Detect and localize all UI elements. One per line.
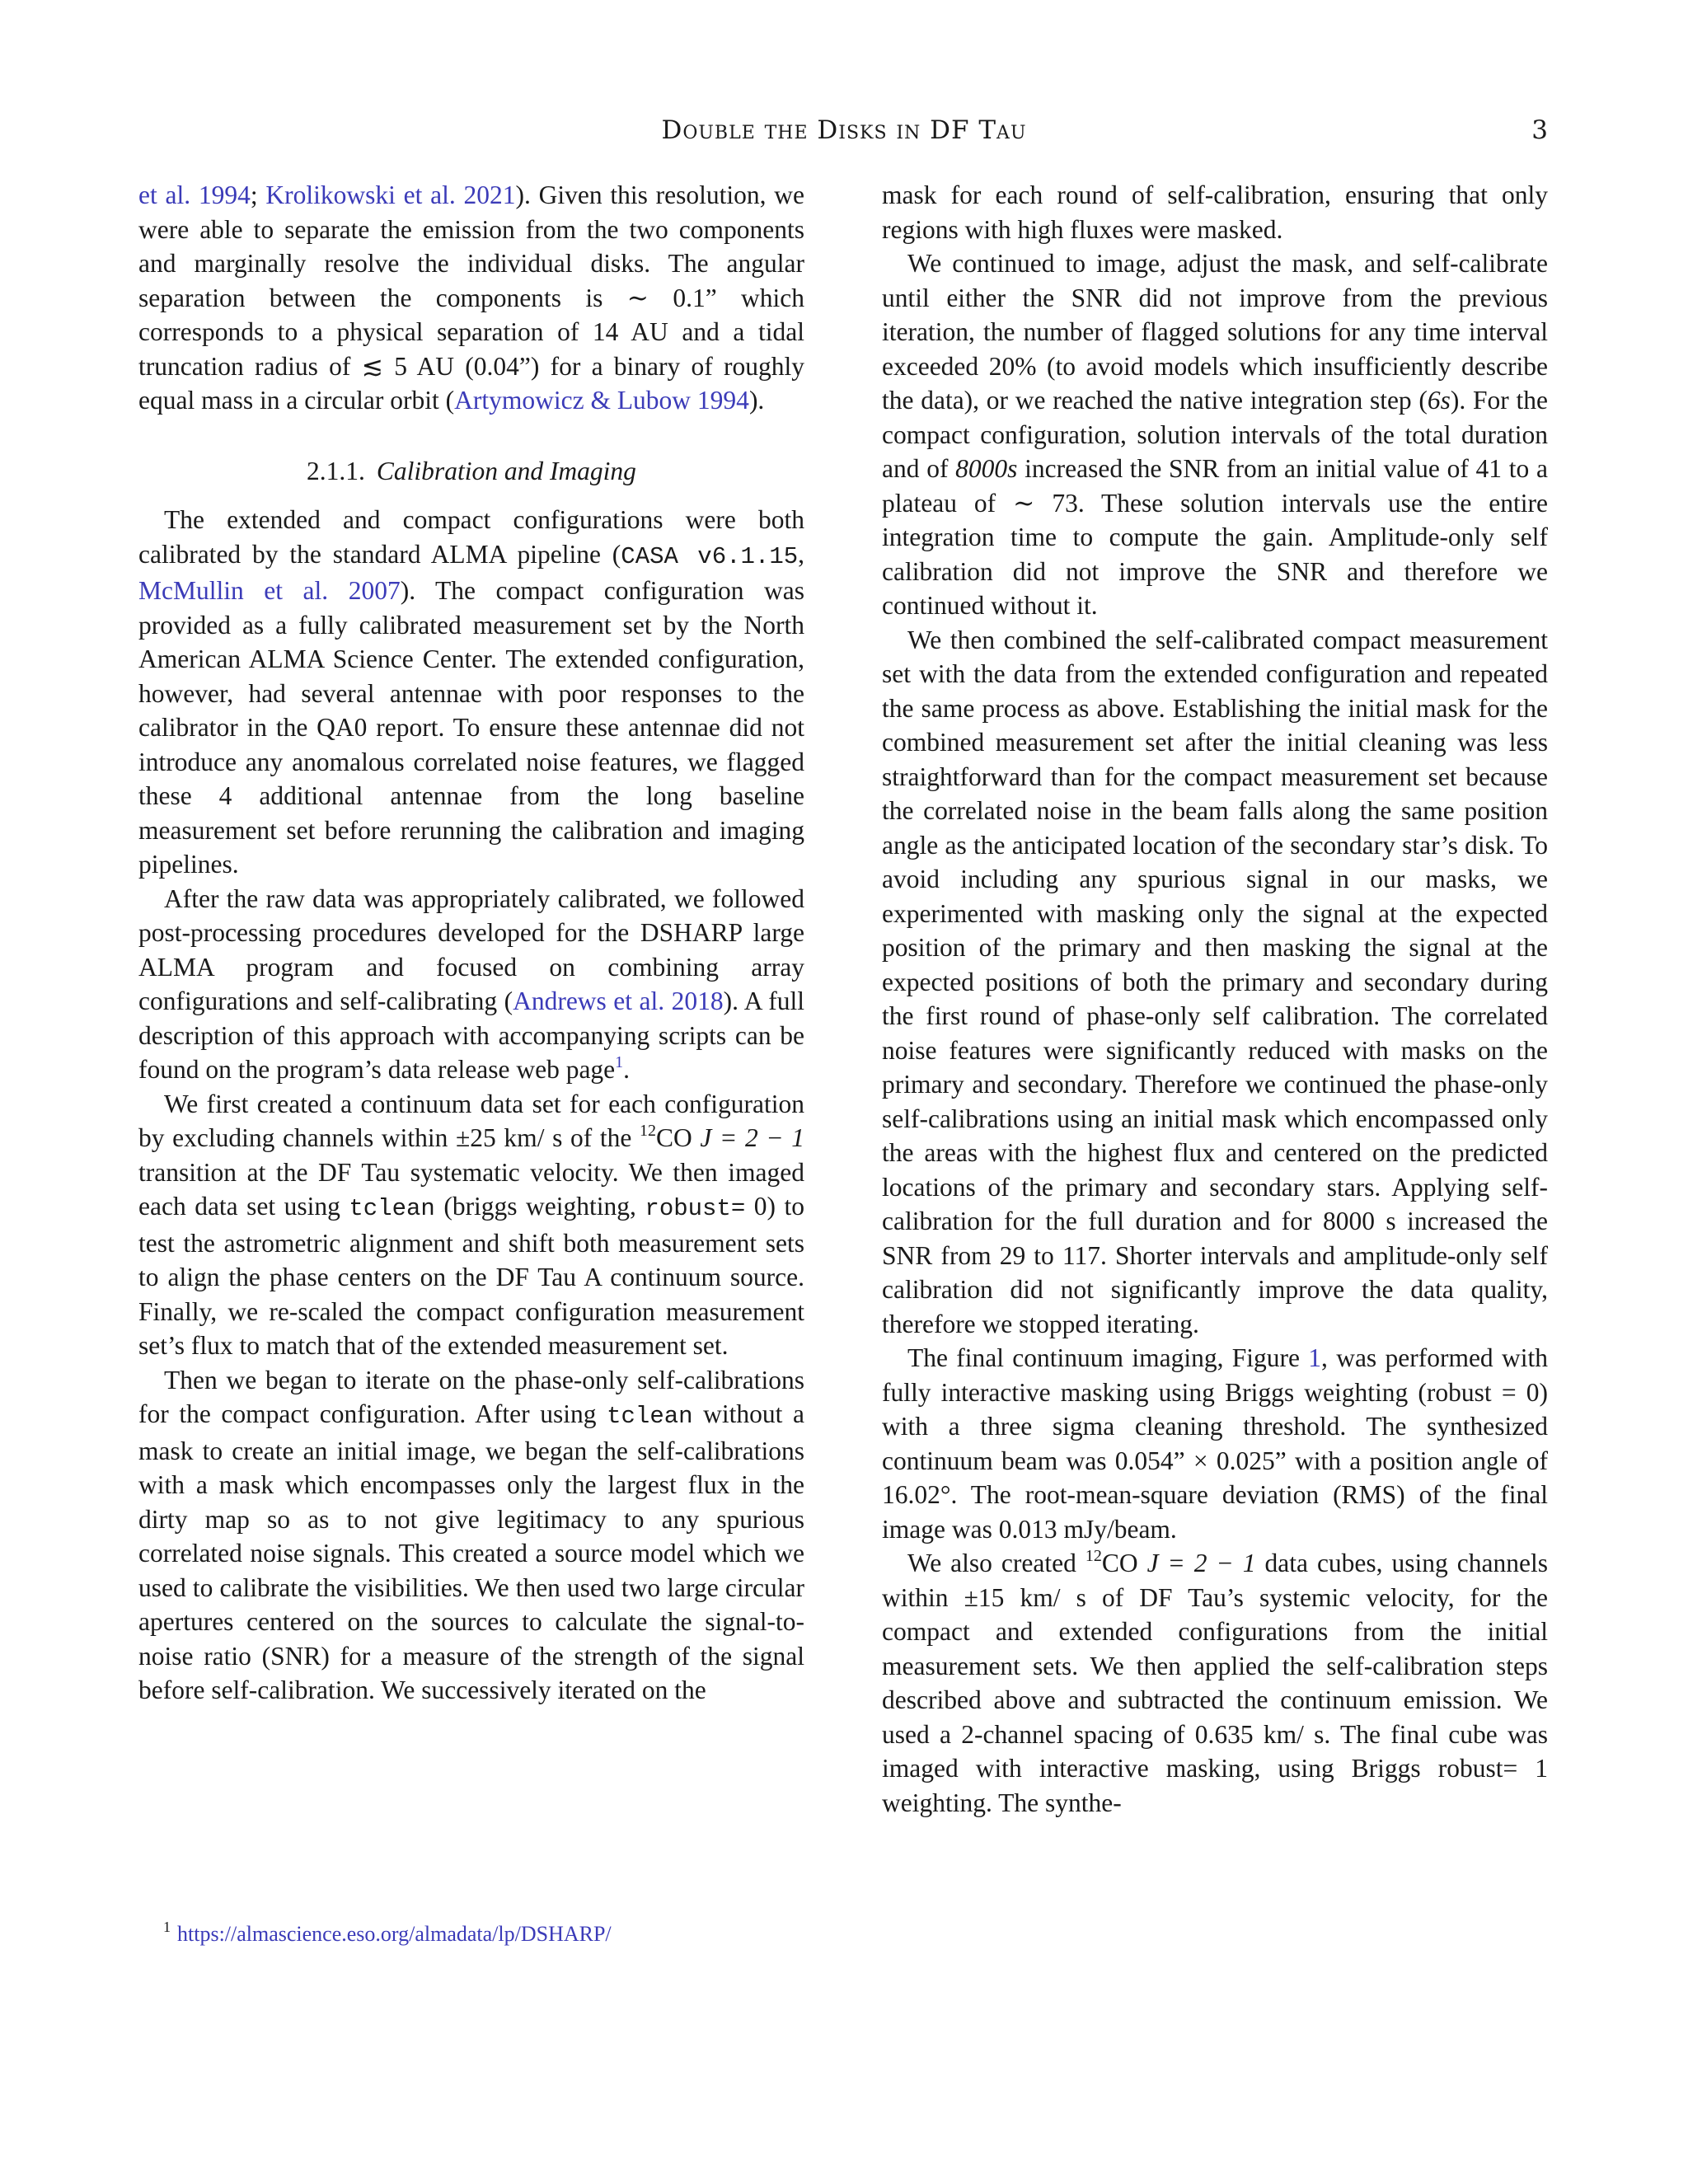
footnote [163, 1920, 806, 1948]
text-run: The final continuum imaging, Figure [907, 1343, 1309, 1372]
text-run: ). For the compact configuration, solution intervals of the total duration and of [882, 386, 1548, 483]
paragraph [138, 178, 804, 418]
text-run: transition at the DF Tau systematic velocity. We then imaged each data set using [138, 1157, 804, 1221]
text-run: We continued to image, adjust the mask, and self-calibrate until either the SNR did not improve from the previous iteration, the number of flagged solutions for any time interval exceeded 20% (to avoid models which insufficiently describe the data), or we reached the native integration step ( [882, 249, 1548, 415]
text-run: Then we began to iterate on the phase-only self-calibrations for the compact configuration. After using [138, 1365, 804, 1428]
text-run: data cubes, using channels within ±15 km/ s of DF Tau’s systemic velocity, for the compact and extended configurations from the initial measurement sets. We then applied the self-calibration steps described above and subtracted the continuum emission. We used a 2-channel spacing of 0.635 km/ s. The final cube was imaged with interactive masking, using Briggs robust= 1 weighting. The synthe- [882, 1549, 1548, 1817]
math-expression: 8000s [955, 454, 1018, 483]
text-run: 0) to test the astrometric alignment and shift both measurement sets to align the phase centers on the DF Tau A continuum source. Finally, we re-scaled the compact configuration measurement set’s flux to match that of the extended measurement set. [138, 1192, 804, 1360]
citation-link[interactable]: Artymowicz & Lubow 1994 [454, 386, 749, 415]
text-run: After the raw data was appropriately calibrated, we followed post-processing procedures developed for the DSHARP large ALMA program and focused on combining array configurations and self-calibrating ( [138, 883, 804, 1015]
section-title: Calibration and Imaging [376, 456, 636, 485]
code-text: tclean [349, 1195, 435, 1222]
text-run: ). [748, 386, 765, 415]
paragraph [138, 882, 804, 1087]
code-text: CASA v6.1.15 [621, 542, 799, 570]
citation-link[interactable]: et al. 1994 [138, 180, 251, 209]
right-column [882, 178, 1548, 1820]
text-run: We first created a continuum data set for each configuration by excluding channels within ±25 km/ s of the [138, 1089, 804, 1152]
text-run: ). Given this resolution, we were able to separate the emission from the two components and marginally resolve the individual disks. The angular separation between the components is ∼ 0.1” which corresponds to a physical separation of 14 AU and a tidal truncation radius of ≲ 5 AU (0.04”) for a binary of roughly equal mass in a circular orbit ( [138, 180, 805, 415]
code-text: robust= [645, 1195, 746, 1222]
paragraph [882, 246, 1548, 623]
text-run: The extended and compact configurations were both calibrated by the standard ALMA pipeline ( [138, 505, 804, 569]
left-column [138, 178, 804, 1708]
footnote-url-link[interactable]: https://almascience.eso.org/almadata/lp/DSHARP/ [177, 1922, 612, 1946]
section-number: 2.1.1. [307, 456, 365, 485]
text-run: We then combined the self-calibrated compact measurement set with the data from the extended configuration and repeated the same process as above. Establishing the initial mask for the combined measurement set after the initial cleaning was less straightforward than for the compact measurement set because the correlated noise in the beam falls along the same position angle as the anticipated location of the secondary star’s disk. To avoid including any spurious signal in our masks, we experimented with masking only the signal at the expected position of the primary and then masking the signal at the expected positions of both the primary and secondary during the first round of phase-only self calibration. The correlated noise features were significantly reduced with masks on the primary and secondary. Therefore we continued the phase-only self-calibrations using an initial mask which encompassed only the areas with the highest flux and centered on the predicted locations of the primary and secondary stars. Applying self-calibration for the full duration and for 8000 s increased the SNR from 29 to 117. Shorter intervals and amplitude-only self calibration did not significantly improve the data quality, therefore we stopped iterating. [882, 625, 1548, 1338]
citation-link[interactable]: McMullin et al. 2007 [138, 576, 401, 605]
citation-link[interactable]: Andrews et al. 2018 [513, 987, 724, 1015]
page-header [0, 115, 1688, 157]
text-run: CO [656, 1123, 701, 1152]
paragraph [882, 623, 1548, 1342]
paragraph [882, 178, 1548, 246]
text-run: (briggs weighting, [434, 1192, 645, 1221]
paragraph [138, 503, 804, 882]
isotope-superscript: 12 [1085, 1547, 1102, 1565]
text-run: increased the SNR from an initial value of 41 to a plateau of ∼ 73. These solution intervals use the entire integration time to compute the gain. Amplitude-only self calibration did not improve the SNR and therefore we continued without it. [882, 454, 1548, 620]
paragraph [138, 1363, 804, 1708]
math-expression: J = 2 − 1 [700, 1123, 804, 1152]
text-run: , was performed with fully interactive masking using Briggs weighting (robust = 0) with a three sigma cleaning threshold. The synthesized continuum beam was 0.054” × 0.025” with a position angle of 16.02°. The root-mean-square deviation (RMS) of the final image was 0.013 mJy/beam. [882, 1343, 1548, 1544]
section-heading [138, 454, 804, 489]
footnote-number: 1 [163, 1919, 171, 1935]
isotope-superscript: 12 [640, 1122, 657, 1140]
text-run: We also created [907, 1549, 1085, 1577]
text-run: ; [250, 180, 266, 209]
page-number: 3 [1531, 115, 1548, 145]
figure-reference-link[interactable]: 1 [1308, 1343, 1322, 1372]
text-run: , [798, 539, 804, 569]
text-run: ). The compact configuration was provided as a fully calibrated measurement set by the North American ALMA Science Center. The extended configuration, however, had several antennae with poor responses to the calibrator in the QA0 report. To ensure these antennae did not introduce any anomalous correlated noise features, we flagged these 4 additional antennae from the long baseline measurement set before rerunning the calibration and imaging pipelines. [138, 576, 804, 879]
text-run: without a mask to create an initial image, we began the self-calibrations with a mask which encompasses only the largest flux in the dirty map so as to not give legitimacy to any spurious correlated noise signals. This created a source model which we used to calibrate the visibilities. We then used two large circular apertures centered on the sources to calculate the signal-to-noise ratio (SNR) for a measure of the strength of the signal before self-calibration. We successively iterated on the [138, 1399, 804, 1704]
text-run: CO [1101, 1549, 1147, 1577]
citation-link[interactable]: Krolikowski et al. 2021 [265, 180, 516, 209]
math-expression: 6s [1427, 386, 1451, 415]
code-text: tclean [607, 1403, 693, 1430]
footnote-marker[interactable]: 1 [615, 1053, 624, 1071]
math-expression: J = 2 − 1 [1146, 1549, 1256, 1577]
text-run: . [623, 1055, 631, 1084]
paragraph [138, 1087, 804, 1363]
paragraph [882, 1341, 1548, 1546]
paragraph [882, 1546, 1548, 1820]
running-title: Double the Disks in DF Tau [661, 115, 1027, 145]
text-run: ). A full description of this approach with accompanying scripts can be found on the program’s data release web page [138, 987, 804, 1084]
text-run: mask for each round of self-calibration, ensuring that only regions with high fluxes were masked. [882, 180, 1548, 244]
